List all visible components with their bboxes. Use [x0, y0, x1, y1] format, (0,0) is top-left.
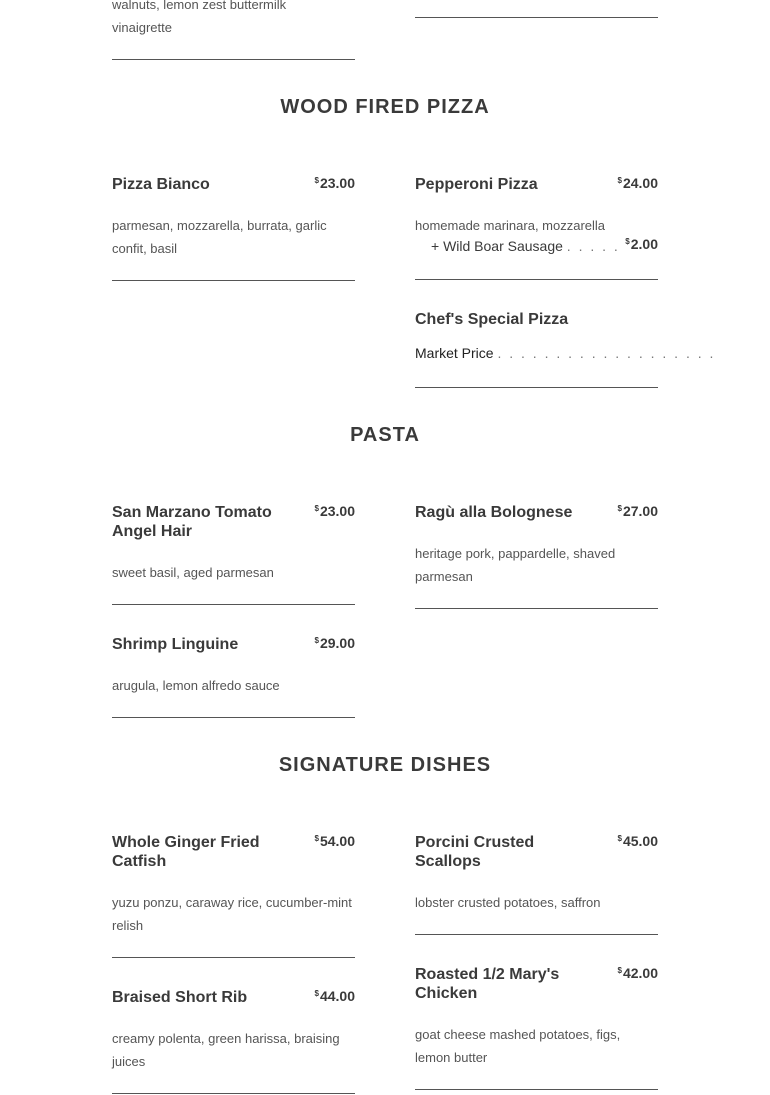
- addon-price: [578, 236, 658, 252]
- menu-item-description: yuzu ponzu, caraway rice, cucumber-mint relish: [112, 895, 352, 933]
- menu-item-description: parmesan, mozzarella, burrata, garlic confit, basil: [112, 218, 327, 256]
- menu-item-name: Porcini Crusted Scallops: [415, 834, 535, 870]
- divider: [415, 279, 658, 280]
- menu-item-name: San Marzano Tomato Angel Hair: [112, 504, 272, 540]
- divider: [112, 604, 355, 605]
- currency-symbol: $: [314, 636, 319, 645]
- divider: [112, 717, 355, 718]
- menu-item-name: Braised Short Rib: [112, 989, 248, 1006]
- price-value: 54.00: [319, 833, 355, 849]
- currency-symbol: $: [617, 834, 622, 843]
- top-fragment-description: walnuts, lemon zest buttermilk vinaigrette: [112, 0, 287, 35]
- menu-item-description: sweet basil, aged parmesan: [112, 565, 274, 580]
- price-value: 2.00: [630, 236, 658, 252]
- menu-item-price: [275, 175, 355, 191]
- menu-item-price: [275, 635, 355, 651]
- divider: [415, 1089, 658, 1090]
- market-price: [415, 345, 715, 361]
- price-value: 45.00: [622, 833, 658, 849]
- price-value: 23.00: [319, 175, 355, 191]
- divider: [112, 280, 355, 281]
- price-value: 42.00: [622, 965, 658, 981]
- menu-item-price: [275, 503, 355, 519]
- dot-leader: . . . . .: [566, 238, 620, 254]
- menu-item-name: Whole Ginger Fried Catfish: [112, 834, 260, 870]
- menu-item-description: lobster crusted potatoes, saffron: [415, 895, 601, 910]
- menu-item-description: heritage pork, pappardelle, shaved parmesan: [415, 546, 616, 584]
- currency-symbol: $: [314, 504, 319, 513]
- currency-symbol: $: [314, 176, 319, 185]
- divider: [112, 59, 355, 60]
- divider: [415, 608, 658, 609]
- menu-item-price: [275, 988, 355, 1004]
- menu-item-description: goat cheese mashed potatoes, figs, lemon butter: [415, 1027, 621, 1065]
- currency-symbol: $: [617, 176, 622, 185]
- divider: [112, 957, 355, 958]
- divider: [415, 17, 658, 18]
- price-value: 29.00: [319, 635, 355, 651]
- menu-item-price: [578, 503, 658, 519]
- section-title-pasta: PASTA: [350, 424, 420, 446]
- price-value: 44.00: [319, 988, 355, 1004]
- menu-item-name: Shrimp Linguine: [112, 636, 239, 653]
- price-value: 24.00: [622, 175, 658, 191]
- divider: [415, 387, 658, 388]
- menu-item-name: Roasted 1/2 Mary's Chicken: [415, 966, 560, 1002]
- menu-item-name: Ragù alla Bolognese: [415, 504, 573, 521]
- dot-leader: . . . . . . . . . . . . . . . . . . .: [497, 345, 716, 361]
- menu-item-description: homemade marinara, mozzarella: [415, 218, 606, 233]
- section-title-pizza: WOOD FIRED PIZZA: [280, 96, 490, 118]
- market-price-label: Market Price: [415, 345, 494, 361]
- menu-item-name: Pizza Bianco: [112, 176, 210, 193]
- addon-label: + Wild Boar Sausage: [431, 238, 563, 254]
- price-value: 23.00: [319, 503, 355, 519]
- menu-item-price: [578, 965, 658, 981]
- divider: [415, 934, 658, 935]
- divider: [112, 1093, 355, 1094]
- currency-symbol: $: [314, 834, 319, 843]
- menu-item-name: Pepperoni Pizza: [415, 176, 538, 193]
- currency-symbol: $: [617, 504, 622, 513]
- currency-symbol: $: [617, 966, 622, 975]
- menu-item-price: [578, 833, 658, 849]
- menu-item-price: [275, 833, 355, 849]
- price-value: 27.00: [622, 503, 658, 519]
- menu-item-description: arugula, lemon alfredo sauce: [112, 678, 280, 693]
- section-title-signature: SIGNATURE DISHES: [278, 754, 492, 776]
- currency-symbol: $: [625, 237, 630, 246]
- menu-item-description: creamy polenta, green harissa, braising juices: [112, 1031, 340, 1069]
- menu-item-name: Chef's Special Pizza: [415, 311, 569, 328]
- currency-symbol: $: [314, 989, 319, 998]
- menu-item-price: [578, 175, 658, 191]
